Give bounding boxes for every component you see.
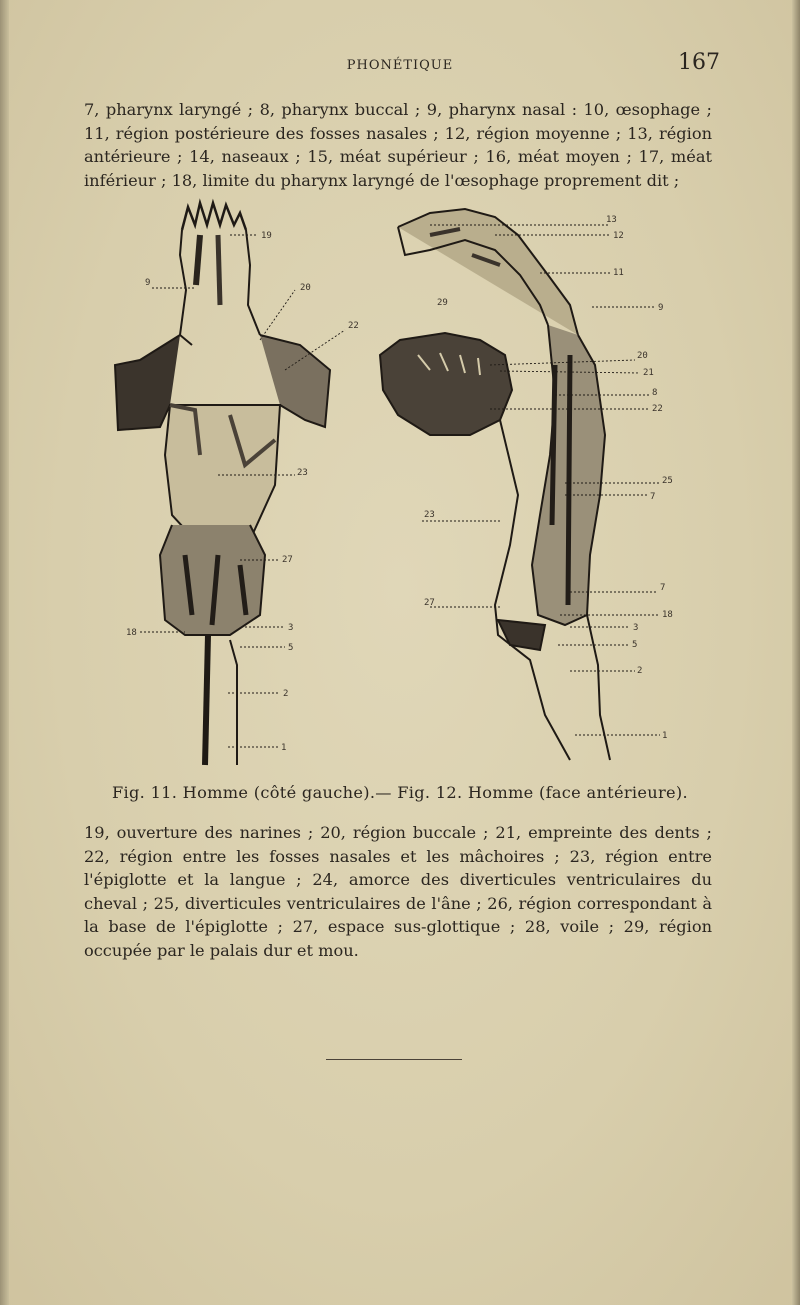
- fig11-label: 23: [297, 468, 308, 478]
- fig11-label: 3: [288, 623, 294, 633]
- fig12-label: 21: [643, 368, 654, 378]
- fig11-label: 5: [288, 643, 294, 653]
- fig12-label: 2: [637, 666, 643, 676]
- running-title: PHONÉTIQUE: [346, 58, 454, 73]
- fig11-label: 22: [348, 321, 359, 331]
- fig12-label: 7: [650, 492, 656, 502]
- fig11-label: 19: [261, 231, 272, 241]
- fig12-label: 3: [633, 623, 639, 633]
- fig12-label: 9: [658, 303, 664, 313]
- fig11-label: 27: [282, 555, 293, 565]
- legend-paragraph-bottom: 19, ouverture des narines ; 20, région buccale ; 21, empreinte des dents ; 22, région entre les fosses nasales et les mâchoires ; 23, région entre l'épiglotte et la langue ; 24, amorce des diverticules ventriculaires du cheval ; 25, diverticules ventriculaires de l'âne ; 26, région correspondant à la base de l'épiglotte ; 27, espace sus-glottique ; 28, voile ; 29, région occupée par le palais dur et mou.: [84, 823, 712, 960]
- fig12-label: 23: [424, 510, 435, 520]
- fig11-label: 9: [145, 278, 151, 288]
- fig12-label: 1: [662, 731, 668, 741]
- fig11-label: 2: [283, 689, 289, 699]
- fig12-label: 29: [437, 298, 448, 308]
- legend-paragraph-top: 7, pharynx laryngé ; 8, pharynx buccal ; 9, pharynx nasal : 10, œsophage ; 11, région postérieure des fosses nasales ; 12, région moyenne ; 13, région antérieure ; 14, naseaux ; 15, méat supérieur ; 16, méat moyen ; 17, méat inférieur ; 18, limite du pharynx laryngé de l'œsophage proprement dit ;: [84, 100, 712, 190]
- fig12-label: 27: [424, 598, 435, 608]
- fig11-label: 20: [300, 283, 311, 293]
- fig12-label: 20: [637, 351, 648, 361]
- anatomical-figures: [100, 195, 700, 775]
- page-edge-left: [0, 0, 9, 1305]
- fig12-label: 8: [652, 388, 658, 398]
- fig12-label: 5: [632, 640, 638, 650]
- fig12-label: 22: [652, 404, 663, 414]
- fig12-label: 25: [662, 476, 673, 486]
- fig12-label: 18: [662, 610, 673, 620]
- fig12-label: 11: [613, 268, 624, 278]
- section-end-rule: [326, 1059, 462, 1060]
- fig12-label: 7: [660, 583, 666, 593]
- fig12-label: 13: [606, 215, 617, 225]
- figure-caption: Fig. 11. Homme (côté gauche).— Fig. 12. Homme (face antérieure).: [112, 783, 688, 802]
- figure-12-drawing: [380, 209, 660, 760]
- page-number: 167: [678, 50, 720, 75]
- page-edge-right: [792, 0, 800, 1305]
- fig11-label: 1: [281, 743, 287, 753]
- fig11-label: 18: [126, 628, 137, 638]
- fig12-label: 12: [613, 231, 624, 241]
